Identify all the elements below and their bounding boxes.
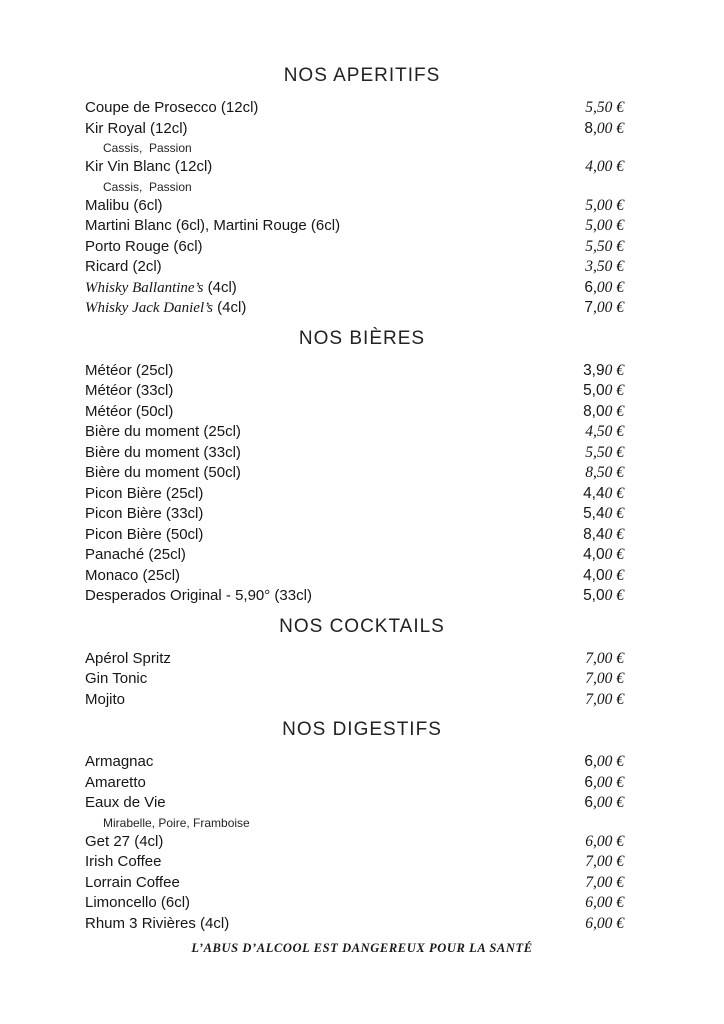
- item-name: [85, 773, 146, 794]
- item-price: [583, 402, 624, 423]
- item-price-italic-part: 0 €: [604, 402, 624, 420]
- item-name-text: Armagnac: [85, 753, 154, 770]
- item-name: [85, 422, 241, 443]
- item-price: [583, 504, 624, 525]
- item-price: [585, 237, 624, 258]
- item-name-text: Ricard (2cl): [85, 258, 162, 275]
- item-price-italic-part: 5,00 €: [585, 217, 624, 234]
- item-name: [85, 463, 241, 484]
- item-price-italic-part: 0 €: [604, 505, 624, 522]
- menu-item-row: [0, 752, 724, 773]
- item-name-text: (4cl): [203, 278, 237, 296]
- item-name: [85, 669, 147, 690]
- menu-item-row: [0, 793, 724, 814]
- item-name-text: Rhum 3 Rivières (4cl): [85, 914, 230, 932]
- item-name-text: Monaco (25cl): [85, 566, 181, 584]
- item-price: [585, 98, 624, 119]
- item-sub-note: Mirabelle, Poire, Framboise: [103, 815, 250, 830]
- item-price-upright-part: 6: [584, 773, 593, 791]
- item-name: [85, 525, 203, 546]
- item-name-text: Bière du moment (25cl): [85, 423, 241, 440]
- menu-item-row: [0, 586, 724, 607]
- item-name: [85, 119, 188, 140]
- item-name-text: Mojito: [85, 690, 126, 708]
- item-price-italic-part: 0 €: [604, 484, 624, 502]
- item-name-text: Martini Blanc (6cl), Martini Rouge (6cl): [85, 217, 341, 234]
- item-price: [585, 463, 624, 484]
- item-price-italic-part: 8,50 €: [585, 464, 624, 481]
- item-name-italic: Whisky Jack Daniel’s: [85, 300, 214, 316]
- item-price: [584, 752, 624, 773]
- item-price: [584, 119, 624, 140]
- item-name: [85, 381, 173, 402]
- item-name: [85, 278, 237, 299]
- item-name-text: Limoncello (6cl): [85, 894, 191, 911]
- menu-item-row: [0, 443, 724, 464]
- item-price-upright-part: 4,0: [583, 546, 605, 563]
- item-sub-note: Cassis, Passion: [103, 179, 192, 194]
- item-price: [585, 690, 624, 711]
- item-price-upright-part: 8,0: [583, 402, 605, 420]
- item-name: [85, 443, 241, 464]
- item-price-italic-part: 6,00 €: [585, 914, 624, 932]
- item-name-text: Gin Tonic: [85, 670, 148, 687]
- item-name: [85, 586, 312, 607]
- health-warning-footer: L’ABUS D’ALCOOL EST DANGEREUX POUR LA SANTÉ: [191, 941, 533, 955]
- item-price-upright-part: 4,4: [583, 484, 605, 502]
- item-price-italic-part: ,00 €: [593, 794, 624, 811]
- item-name-text: Panaché (25cl): [85, 546, 186, 563]
- item-price: [585, 196, 624, 217]
- item-price-italic-part: ,00 €: [593, 753, 624, 770]
- item-price: [584, 793, 624, 814]
- item-price-upright-part: 5,0: [583, 587, 605, 604]
- item-price-upright-part: 8: [584, 119, 593, 137]
- menu-item-row: [0, 98, 724, 119]
- item-name: [85, 484, 203, 505]
- item-name-text: Amaretto: [85, 773, 146, 791]
- item-price: [583, 566, 624, 587]
- menu-item-row: [0, 893, 724, 914]
- item-price-italic-part: 7,00 €: [585, 873, 624, 891]
- item-price-italic-part: 7,00 €: [585, 649, 624, 667]
- item-name: [85, 216, 340, 237]
- menu-item-row: [0, 196, 724, 217]
- section-title: NOS COCKTAILS: [279, 615, 445, 637]
- item-price: [583, 586, 624, 607]
- item-name-text: Porto Rouge (6cl): [85, 237, 203, 255]
- item-price-upright-part: 3,9: [583, 361, 605, 379]
- item-price-italic-part: 0 €: [604, 546, 624, 563]
- item-price: [585, 257, 624, 278]
- item-price-italic-part: 7,00 €: [585, 690, 624, 708]
- item-name: [85, 832, 163, 853]
- item-price: [585, 852, 624, 873]
- menu-item-row: [0, 545, 724, 566]
- item-name-text: Get 27 (4cl): [85, 832, 164, 850]
- menu-item-row: [0, 422, 724, 443]
- item-price: [585, 914, 624, 935]
- item-price: [585, 649, 624, 670]
- item-name: [85, 361, 173, 382]
- item-name: [85, 566, 180, 587]
- item-price-italic-part: 3,50 €: [585, 258, 624, 275]
- item-price: [583, 484, 624, 505]
- section-title: NOS APERITIFS: [283, 65, 441, 86]
- item-name-text: Irish Coffee: [85, 853, 162, 870]
- item-name: [85, 649, 171, 670]
- item-price-italic-part: 5,50 €: [585, 99, 624, 116]
- item-price-upright-part: 6: [584, 278, 593, 296]
- item-name: [85, 257, 162, 278]
- item-name: [85, 752, 153, 773]
- menu-item-row: [0, 690, 724, 711]
- menu-item-row: [0, 361, 724, 382]
- item-name: [85, 98, 258, 119]
- menu-item-row: [0, 504, 724, 525]
- menu-item-row: [0, 832, 724, 853]
- menu-item-row: [0, 257, 724, 278]
- item-name: [85, 504, 203, 525]
- item-name: [85, 237, 203, 258]
- item-name: [85, 873, 180, 894]
- item-name: [85, 402, 173, 423]
- item-price-italic-part: 5,00 €: [585, 196, 624, 214]
- item-price: [584, 298, 624, 319]
- menu-item-row: [0, 278, 724, 299]
- item-name-italic: Whisky Ballantine’s: [85, 279, 204, 296]
- item-price-italic-part: ,00 €: [593, 119, 624, 137]
- item-price-italic-part: 4,00 €: [585, 158, 624, 175]
- item-price-italic-part: ,00 €: [593, 278, 624, 296]
- item-price: [584, 278, 624, 299]
- item-price: [583, 545, 624, 566]
- item-name: [85, 690, 125, 711]
- item-price-italic-part: 6,00 €: [585, 832, 624, 850]
- item-price-italic-part: ,00 €: [593, 773, 624, 791]
- item-price-italic-part: 0 €: [604, 566, 624, 584]
- menu-item-row: [0, 237, 724, 258]
- item-name-text: Eaux de Vie: [85, 794, 166, 811]
- item-name-text: Picon Bière (33cl): [85, 505, 204, 522]
- item-price-italic-part: 0 €: [604, 525, 624, 543]
- item-price-italic-part: ,00 €: [593, 299, 624, 316]
- item-price: [585, 422, 624, 443]
- menu-item-row: [0, 649, 724, 670]
- menu-item-row: [0, 216, 724, 237]
- item-price: [583, 525, 624, 546]
- item-name: [85, 157, 212, 178]
- item-price-upright-part: 7: [584, 299, 593, 316]
- menu-sections: [0, 64, 724, 934]
- menu-item-row: [0, 381, 724, 402]
- item-name-text: Malibu (6cl): [85, 196, 163, 214]
- menu-item-row: [0, 484, 724, 505]
- item-name: [85, 893, 190, 914]
- item-price-italic-part: 0 €: [604, 361, 624, 379]
- item-name-text: Météor (33cl): [85, 382, 174, 399]
- item-price-upright-part: 4,0: [583, 566, 605, 584]
- menu-item-row: [0, 566, 724, 587]
- item-name: [85, 793, 166, 814]
- item-name-text: Météor (50cl): [85, 402, 174, 420]
- menu-item-row: [0, 873, 724, 894]
- item-name: [85, 852, 161, 873]
- item-price: [585, 443, 624, 464]
- item-name-text: Kir Vin Blanc (12cl): [85, 158, 213, 175]
- item-price-italic-part: 4,50 €: [585, 423, 624, 440]
- menu-item-row: [0, 914, 724, 935]
- item-name-text: Coupe de Prosecco (12cl): [85, 99, 259, 116]
- item-name-text: Lorrain Coffee: [85, 873, 180, 891]
- item-price: [583, 381, 624, 402]
- item-price: [585, 216, 624, 237]
- item-price-upright-part: 8,4: [583, 525, 605, 543]
- item-price-italic-part: 0 €: [604, 382, 624, 399]
- item-price: [585, 157, 624, 178]
- menu-item-row: [0, 463, 724, 484]
- item-price-italic-part: 7,00 €: [585, 853, 624, 870]
- section-title: NOS DIGESTIFS: [282, 719, 442, 740]
- section-title: NOS BIÈRES: [298, 327, 426, 349]
- item-name-text: (4cl): [213, 299, 247, 316]
- item-price-upright-part: 6: [584, 753, 593, 770]
- item-price-italic-part: 7,00 €: [585, 670, 624, 687]
- menu-item-row: [0, 157, 724, 178]
- menu-item-row: [0, 773, 724, 794]
- item-name-text: Desperados Original - 5,90° (33cl): [85, 587, 312, 604]
- menu-item-row: [0, 402, 724, 423]
- item-name: [85, 914, 229, 935]
- menu-item-row: [0, 119, 724, 140]
- item-price: [585, 873, 624, 894]
- item-price-upright-part: 5,4: [583, 505, 605, 522]
- item-name-text: Bière du moment (33cl): [85, 443, 241, 461]
- item-name-text: Picon Bière (25cl): [85, 484, 204, 502]
- menu-item-row: [0, 525, 724, 546]
- item-price: [584, 773, 624, 794]
- item-name-text: Kir Royal (12cl): [85, 119, 188, 137]
- item-price-upright-part: 6: [584, 794, 593, 811]
- item-price: [583, 361, 624, 382]
- item-name-text: Apérol Spritz: [85, 649, 171, 667]
- item-price-italic-part: 5,50 €: [585, 237, 624, 255]
- item-price-italic-part: 0 €: [604, 587, 624, 604]
- item-price: [585, 669, 624, 690]
- item-price-italic-part: 6,00 €: [585, 894, 624, 911]
- item-name-text: Bière du moment (50cl): [85, 464, 241, 481]
- menu-item-row: [0, 298, 724, 319]
- item-name: [85, 545, 186, 566]
- item-sub-note: Cassis, Passion: [103, 141, 192, 155]
- item-name-text: Picon Bière (50cl): [85, 525, 204, 543]
- menu-item-row: [0, 669, 724, 690]
- item-price-italic-part: 5,50 €: [585, 443, 624, 461]
- item-name: [85, 298, 246, 319]
- item-name: [85, 196, 163, 217]
- menu-item-row: [0, 852, 724, 873]
- item-name-text: Météor (25cl): [85, 361, 174, 379]
- item-price: [585, 893, 624, 914]
- item-price: [585, 832, 624, 853]
- item-price-upright-part: 5,0: [583, 382, 605, 399]
